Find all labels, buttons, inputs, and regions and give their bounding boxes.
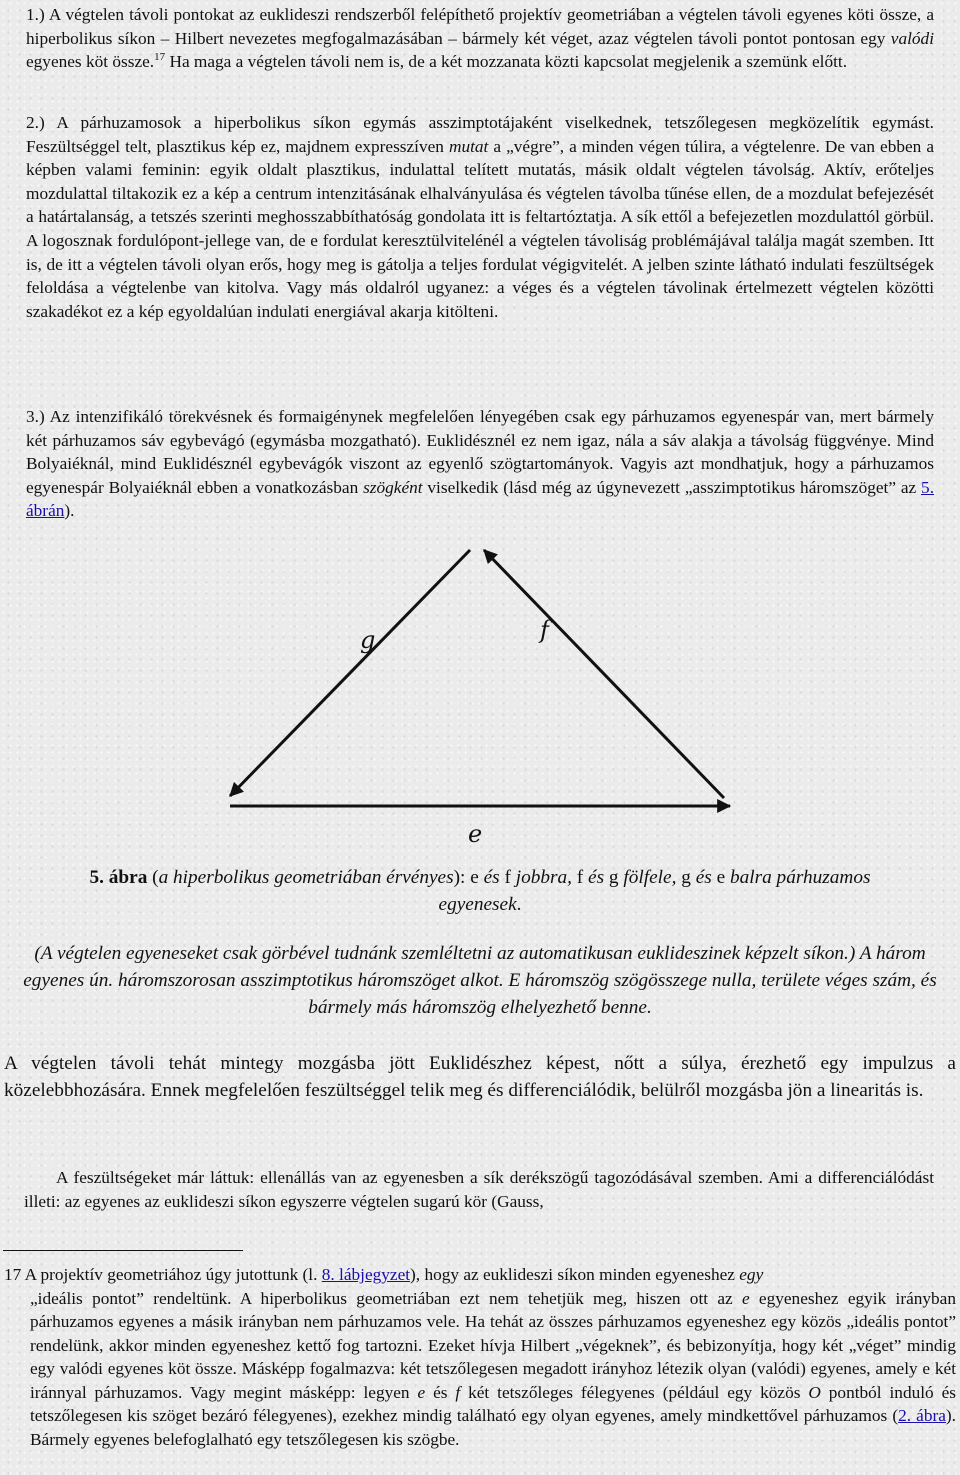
body-paragraph-2: A feszültségeket már láttuk: ellenállás van az egyenesben a sík derékszögű tagozódásával szemben. Ami a differenciálódást illeti: az egyenes az euklideszi síkon egyszerre végtelen sugarú kör (Gauss, bbox=[24, 1168, 934, 1211]
footnote-8-link[interactable]: 8. lábjegyzet bbox=[321, 1265, 411, 1284]
emphasis: egy bbox=[739, 1265, 764, 1284]
footnote-continuation bbox=[4, 1287, 956, 1452]
text: ): e bbox=[453, 867, 484, 888]
label-f: f bbox=[540, 616, 549, 644]
emphasis: szögként bbox=[363, 477, 423, 497]
text: ), hogy az euklideszi síkon minden egyeneshez bbox=[410, 1265, 740, 1284]
footnote-ref-17: 17 bbox=[154, 51, 166, 64]
emphasis: fölfele, bbox=[623, 867, 677, 888]
text: f bbox=[571, 867, 589, 888]
figure-number: 5. ábra bbox=[89, 867, 148, 888]
emphasis: egyenesek bbox=[438, 894, 517, 915]
emphasis: e bbox=[741, 1288, 750, 1308]
footnote-separator bbox=[3, 1250, 243, 1251]
paragraph-1 bbox=[26, 3, 934, 74]
text: ). bbox=[64, 501, 75, 521]
text: g bbox=[604, 867, 624, 888]
text: 3.) Az intenzifikáló törekvésnek és formaigénynek megfelelően lényegében csak egy párhuzamos egyenespár van, mert bármely két párhuzamos sáv egybevágó (egymásba mozgatható). Euklidésznél ez nem igaz, nála a sáv alakja a távolság függvénye. Mind Bolyaiéknál, mind Euklidésznél egybevágók viszont az egyenlő szögtartományok. Vagyis azt mondhatjuk, hogy a párhuzamos egyenespár Bolyaiéknál ebben a vonatkozásban bbox=[26, 407, 934, 497]
text: a „végre”, a minden végen túlira, a végtelenre. De van ebben a képben valami feminin: egyik oldalt plasztikus, indulattal telített mutatás, másik oldalt végtelen távolság. Aktív, erőteljes mozdulattal tiltakozik ez a kép a centrum intenzitásának elhalványulása és végtelen távolba tűnése ellen, de a mozdulat befejezését a határtalanság, a tetszés szerinti meghosszabbíthatóság gondolata itt is feltartóztatja. A sík ettől a befejezetlen mozdulattól görbül. A logosznak fordulópont-jellege van, de e fordulat keresztülvitelénél a végtelen távoliság problémájával találja magát szemben. Itt is, de itt a végtelen távoli olyan erős, hogy meg is gátolja a teljes fordulat végigvitelét. A jelben szinte látható indulati feszültségek feloldása a végtelenbe van kitolva. Vagy más oldalról ugyanez: a véges és a végtelen távolinak értelmezett végtelen közötti szakadékot ez a kép egyoldalúan indulati energiával akarja kitölteni. bbox=[26, 136, 934, 321]
figure-2-link[interactable]: 2. ábra bbox=[898, 1406, 946, 1425]
footnote-number: 17 bbox=[4, 1265, 22, 1284]
text: . bbox=[516, 894, 522, 915]
text: egyeneshez egyik irányban párhuzamos egyenes a másik irányban nem párhuzamos vele. Ha tehát az összes párhuzamos egyeneshez egy közös „ideális pontot” rendelünk, akkor minden egyeneshez kettő fog tartozni. Ezeket hívja Hilbert „végeknek”, és bebizonyítja, hogy két „véget” mindig egy valódi egyenes köt össze. Másképp fogalmazva: két tetszőlegesen megadott irányhoz létezik olyan (valódi) egyenes, amely e két iránnyal párhuzamos. Vagy megint másképp: legyen bbox=[30, 1288, 956, 1402]
emphasis: e bbox=[417, 1382, 426, 1402]
footnote-17 bbox=[4, 1263, 956, 1451]
emphasis: balra párhuzamos bbox=[729, 867, 871, 888]
emphasis: és bbox=[588, 867, 605, 888]
text: 1.) A végtelen távoli pontokat az euklideszi rendszerből felépíthető projektív geometriában a végtelen távoli egyenes köti össze, a hiperbolikus síkon – Hilbert nevezetes megfogalmazásában – bármely két véget, azaz végtelen távoli pontot pontosan egy bbox=[26, 5, 934, 48]
figure-caption-note: (A végtelen egyeneseket csak görbével tudnánk szemléltetni az automatikusan euklideszinek képzelt síkon.) A három egyenes ún. háromszorosan asszimptotikus háromszöget alkot. E háromszög szögösszege nulla, területe véges szám, és bármely más háromszög elhelyezhető benne. bbox=[23, 943, 937, 1018]
emphasis: mutat bbox=[448, 136, 489, 156]
text: Ha maga a végtelen távoli nem is, de a két mozzanata közti kapcsolat megjelenik a szemünk előtt. bbox=[165, 52, 848, 72]
asymptotic-triangle-figure bbox=[212, 548, 748, 848]
text: e bbox=[711, 867, 730, 888]
paragraph-2 bbox=[26, 111, 934, 323]
text: egyenes köt össze. bbox=[26, 52, 155, 72]
emphasis: O bbox=[808, 1382, 821, 1402]
emphasis: és bbox=[483, 867, 500, 888]
emphasis: valódi bbox=[890, 28, 934, 48]
text: g bbox=[676, 867, 696, 888]
line-g bbox=[230, 550, 470, 796]
text: 2.) A párhuzamosok a hiperbolikus síkon egymás asszimptotájaként viselkednek, tetszőlegesen megközelítik egymást. Feszültséggel telt, plasztikus kép ez, majdnem expresszíven bbox=[26, 113, 934, 156]
text: ( bbox=[147, 867, 159, 888]
text: és bbox=[425, 1382, 456, 1402]
label-g: g bbox=[360, 626, 376, 654]
emphasis: jobbra, bbox=[515, 867, 572, 888]
label-e: e bbox=[468, 820, 483, 848]
emphasis: a hiperbolikus geometriában érvényes bbox=[158, 867, 454, 888]
text: két tetszőleges félegyenes (például egy közös bbox=[460, 1382, 809, 1402]
text: viselkedik (lásd még az úgynevezett „asszimptotikus háromszöget” az bbox=[422, 477, 922, 497]
text: pontból induló és tetszőlegesen kis szöget bezáró félegyenes), ezekhez mindig található egy olyan egyenes, amely mindkettővel párhuzamos ( bbox=[30, 1382, 956, 1425]
emphasis: és bbox=[695, 867, 712, 888]
body-paragraph-1: A végtelen távoli tehát mintegy mozgásba jött Euklidészhez képest, nőtt a súlya, érezhető egy impulzus a közelebbhozására. Ennek megfelelően feszültséggel telik meg és differenciálódik, belülről mozgásba jön a linearitás is. bbox=[4, 1053, 956, 1101]
figure-caption bbox=[0, 864, 960, 918]
paragraph-3 bbox=[26, 405, 934, 523]
line-f bbox=[484, 550, 724, 798]
text: A projektív geometriához úgy jutottunk (l. bbox=[21, 1265, 322, 1284]
emphasis: f bbox=[455, 1382, 461, 1402]
text: ). Bármely egyenes belefoglalható egy tetszőlegesen kis szögbe. bbox=[30, 1406, 956, 1449]
text: f bbox=[499, 867, 516, 888]
text: „ideális pontot” rendeltünk. A hiperbolikus geometriában ezt nem tehetjük meg, hiszen ott az bbox=[30, 1288, 742, 1308]
figure-5-link[interactable]: 5. ábrán bbox=[26, 477, 935, 521]
